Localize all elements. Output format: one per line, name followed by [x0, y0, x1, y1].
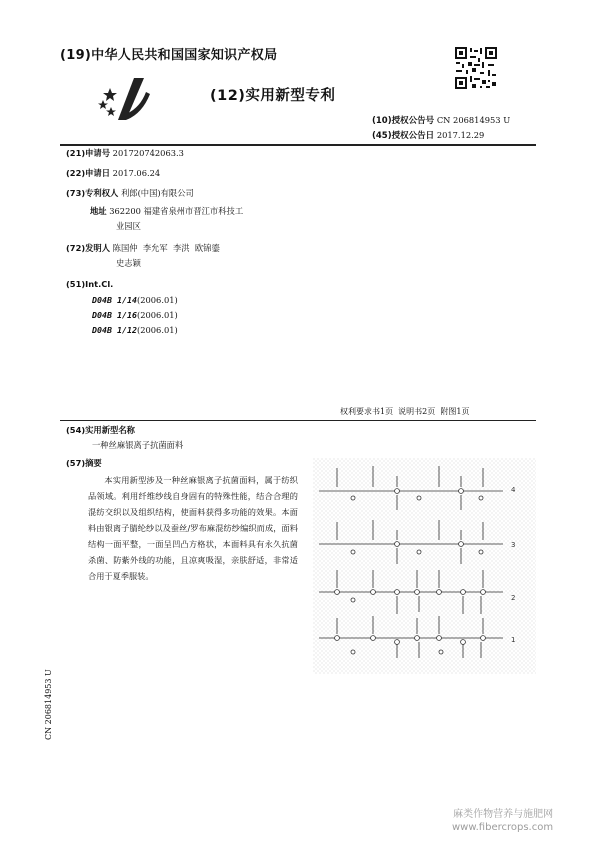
pages-summary: 权利要求书1页 说明书2页 附图1页 [340, 407, 470, 416]
application-date: 2017.06.24 [112, 168, 161, 178]
ipc-entry [92, 293, 178, 307]
inventors-row [66, 241, 220, 255]
utility-model-title-label [66, 423, 135, 437]
abstract-label-row [66, 456, 102, 470]
publication-number: CN 206814953 U [436, 115, 511, 125]
ipc-label: (51)Int.Cl. [66, 279, 114, 289]
ipc-year: (2006.01) [136, 295, 178, 305]
ipc-label-row [66, 277, 113, 291]
row-label: 3 [511, 541, 516, 549]
document-type: (12)实用新型专利 [210, 88, 336, 104]
cnipa-emblem-icon [96, 74, 156, 124]
publication-number-label: (10)授权公告号 [372, 116, 435, 126]
application-number-row [66, 146, 184, 160]
patentee-label: (73)专利权人 [66, 188, 119, 198]
publication-number-row [372, 114, 510, 126]
patentee-row [66, 186, 194, 200]
ipc-code: D04B 1/14 [92, 295, 137, 305]
address-row [90, 204, 243, 218]
watermark-line-2: www.fibercrops.com [452, 822, 554, 833]
inventors-label: (72)发明人 [66, 243, 111, 253]
title-label: (54)实用新型名称 [66, 425, 135, 435]
publication-date-label: (45)授权公告日 [372, 131, 435, 141]
address-line-2-row [116, 219, 141, 233]
row-label: 2 [511, 594, 516, 602]
abstract-text: 本实用新型涉及一种丝麻银离子抗菌面料，属于纺织品领域。利用纤维纱线自身固有的特殊性能，结合合理的混纺交织以及组织结构，使面料获得多功能的效果。本面料由银离子腈纶纱以及蚕丝/罗布麻混纺纱编织而成，面料结构一面平整，一面呈凹凸方格状，本面料具有永久抗菌杀菌、防紫外线的功能，且凉爽吸湿，亲肤舒适，非常适合用于夏季服装。 [88, 475, 298, 581]
address-label: 地址 [90, 206, 107, 216]
row-label: 1 [511, 636, 516, 644]
ipc-code: D04B 1/12 [92, 325, 137, 335]
office-name: (19)中华人民共和国国家知识产权局 [60, 48, 278, 63]
application-date-label: (22)申请日 [66, 168, 111, 178]
ipc-entry [92, 323, 178, 337]
utility-model-title: 一种丝麻银离子抗菌面料 [92, 440, 184, 450]
watermark-line-1: 麻类作物营养与施肥网 [453, 809, 554, 820]
summary-divider [60, 420, 536, 421]
inventors-line-2: 史志颖 [116, 258, 141, 268]
inventors-line-1: 陈国仲 李允军 李洪 欧锦鎏 [112, 243, 220, 253]
publication-date-row [372, 129, 484, 141]
ipc-year: (2006.01) [136, 310, 178, 320]
side-publication-number: CN 206814953 U [44, 669, 53, 740]
row-label: 4 [511, 486, 516, 494]
fabric-structure-figure [313, 458, 536, 674]
ipc-entry [92, 308, 178, 322]
qr-code-icon[interactable] [454, 46, 498, 90]
figure-background [313, 458, 536, 674]
application-number-label: (21)申请号 [66, 148, 111, 158]
application-date-row [66, 166, 160, 180]
ipc-year: (2006.01) [136, 325, 178, 335]
ipc-code: D04B 1/16 [92, 310, 137, 320]
address-line-2: 业园区 [116, 221, 141, 231]
publication-date: 2017.12.29 [436, 130, 485, 140]
patentee-name: 利郎(中国)有限公司 [120, 188, 194, 198]
watermark [452, 808, 553, 834]
address-line-1: 362200 福建省泉州市晋江市科技工 [109, 206, 244, 216]
abstract-label: (57)摘要 [66, 458, 102, 468]
inventors-line-2-row [116, 256, 141, 270]
application-number: 201720742063.3 [112, 148, 184, 158]
